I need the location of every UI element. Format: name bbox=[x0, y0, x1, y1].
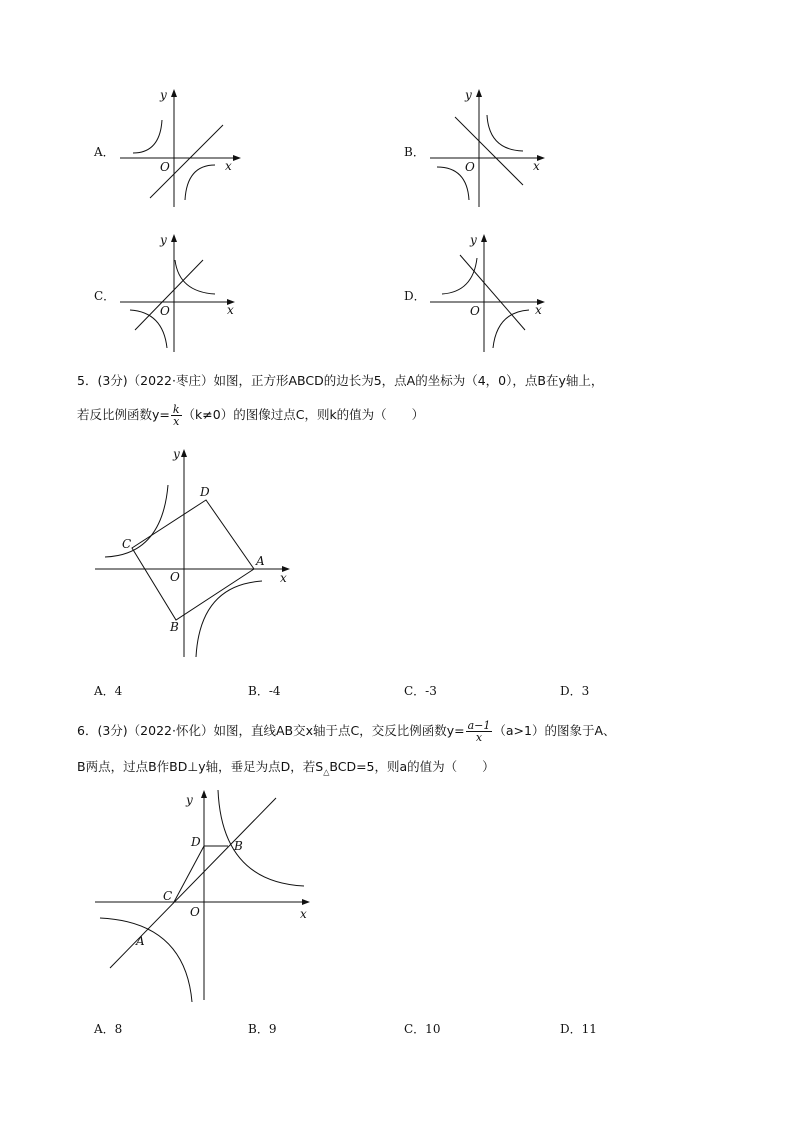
q6-answer-d[interactable]: D．11 bbox=[560, 1022, 597, 1036]
q6-fraction bbox=[466, 720, 493, 743]
svg-text:x: x bbox=[227, 303, 234, 317]
q6-point-b: B bbox=[234, 839, 243, 853]
q6-y-label: y bbox=[186, 793, 193, 807]
q6-point-d: D bbox=[191, 835, 201, 849]
q6-frac-num: a−1 bbox=[467, 719, 491, 732]
q5-stem-line2 bbox=[77, 404, 424, 427]
q6-stem-suffix: （a>1）的图象于A、 bbox=[493, 723, 616, 738]
q5-answer-c[interactable]: C．-3 bbox=[404, 684, 437, 698]
q6-triangle-sub: △ bbox=[323, 767, 330, 777]
svg-text:O: O bbox=[465, 160, 475, 174]
q6-stem-prefix: 6．(3分)（2022·怀化）如图，直线AB交x轴于点C，交反比例函数y= bbox=[77, 723, 465, 738]
q5-point-d: D bbox=[200, 485, 210, 499]
q5-answer-d[interactable]: D．3 bbox=[560, 684, 590, 698]
q5-answer-a[interactable]: A．4 bbox=[94, 684, 123, 698]
q5-answer-b[interactable]: B．-4 bbox=[248, 684, 281, 698]
option-c-graph bbox=[115, 230, 245, 360]
svg-text:x: x bbox=[225, 159, 232, 173]
q6-answer-b[interactable]: B．9 bbox=[248, 1022, 277, 1036]
option-d-graph bbox=[425, 230, 555, 360]
q5-figure bbox=[90, 445, 300, 665]
q6-stem-line2 bbox=[77, 758, 495, 782]
q5-point-b: B bbox=[170, 620, 179, 634]
q6-answer-c[interactable]: C．10 bbox=[404, 1022, 441, 1036]
option-a-label[interactable]: A． bbox=[94, 145, 115, 159]
option-a-graph bbox=[115, 85, 245, 215]
svg-text:O: O bbox=[470, 304, 480, 318]
q6-stem2-prefix: B两点，过点B作BD⊥y轴，垂足为点D，若S bbox=[77, 759, 324, 774]
q6-answer-a[interactable]: A．8 bbox=[94, 1022, 123, 1036]
q6-origin-label: O bbox=[190, 905, 200, 919]
q6-figure bbox=[90, 788, 320, 1008]
svg-text:O: O bbox=[160, 160, 170, 174]
q6-x-label: x bbox=[300, 907, 307, 921]
option-b-label[interactable]: B． bbox=[404, 145, 425, 159]
option-b-graph bbox=[425, 85, 555, 215]
svg-text:O: O bbox=[160, 304, 170, 318]
q5-point-a: A bbox=[256, 554, 265, 568]
svg-text:x: x bbox=[533, 159, 540, 173]
q5-fraction bbox=[171, 404, 182, 427]
q5-stem-suffix: （k≠0）的图像过点C，则k的值为（ ） bbox=[182, 407, 425, 422]
q5-y-label: y bbox=[173, 447, 180, 461]
q6-stem2-suffix: BCD=5，则a的值为（ ） bbox=[329, 759, 495, 774]
svg-text:y: y bbox=[465, 88, 472, 102]
q5-frac-den: x bbox=[173, 415, 180, 428]
q6-frac-den: x bbox=[475, 731, 483, 744]
q5-point-c: C bbox=[122, 537, 132, 551]
svg-text:y: y bbox=[160, 233, 167, 247]
q5-frac-num: k bbox=[172, 403, 180, 416]
option-d-label[interactable]: D． bbox=[404, 289, 426, 303]
q5-stem-prefix: 若反比例函数y= bbox=[77, 407, 170, 422]
svg-text:y: y bbox=[470, 233, 477, 247]
option-c-label[interactable]: C． bbox=[94, 289, 116, 303]
q6-point-c: C bbox=[163, 889, 173, 903]
q5-x-label: x bbox=[280, 571, 287, 585]
q6-stem-line1 bbox=[77, 720, 616, 743]
svg-text:x: x bbox=[535, 303, 542, 317]
q5-origin-label: O bbox=[170, 570, 180, 584]
q6-point-a: A bbox=[136, 934, 145, 948]
q5-stem-line1: 5．(3分)（2022·枣庄）如图，正方形ABCD的边长为5，点A的坐标为（4，0），点B在y轴上， bbox=[77, 373, 604, 388]
svg-text:y: y bbox=[160, 88, 167, 102]
